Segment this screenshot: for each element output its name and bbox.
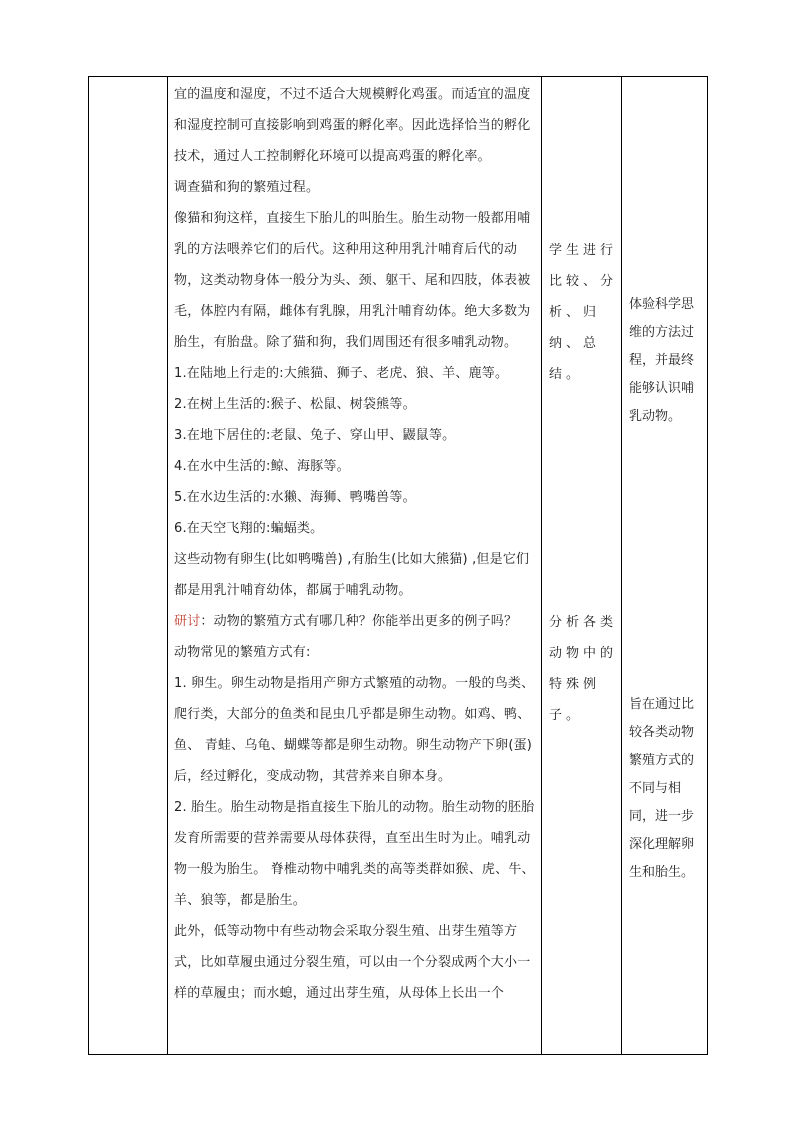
- content-paragraph: 3.在地下居住的:老鼠、兔子、穿山甲、鼹鼠等。: [174, 428, 456, 443]
- lesson-plan-table: [88, 76, 708, 1055]
- content-paragraph: 这些动物有卵生(比如鸭嘴兽) ,有胎生(比如大熊猫) ,但是它们都是用乳汁哺育幼体，都属于哺乳动物。: [174, 552, 530, 598]
- discussion-label: 研讨: [174, 614, 201, 629]
- content-paragraph: 动物常见的繁殖方式有:: [174, 645, 311, 660]
- content-paragraph: 宜的温度和湿度，不过不适合大规模孵化鸡蛋。而适宜的温度和湿度控制可直接影响到鸡蛋的孵化率。因此选择恰当的孵化技术，通过人工控制孵化环境可以提高鸡蛋的孵化率。: [174, 87, 531, 164]
- content-paragraph: 2. 胎生。胎生动物是指直接生下胎儿的动物。胎生动物的胚胎发育所需要的营养需要从母体获得，直至出生时为止。哺乳动物一般为胎生。 脊椎动物中哺乳类的高等类群如猴、虎、牛、羊、狼等，都是胎生。: [174, 800, 535, 908]
- student-activity-text: 学生进行比较、分析、归纳、总结。: [549, 243, 618, 382]
- content-paragraph: 调查猫和狗的繁殖过程。: [174, 180, 320, 195]
- student-activity-cell: [542, 77, 622, 1055]
- design-intent-text: 体验科学思维的方法过程，并最终能够认识哺乳动物。: [629, 297, 695, 424]
- discussion-text: ：动物的繁殖方式有哪几种？你能举出更多的例子吗？: [200, 614, 518, 629]
- content-paragraph: 5.在水边生活的:水獭、海狮、鸭嘴兽等。: [174, 490, 416, 505]
- discussion-paragraph: [168, 606, 541, 637]
- content-paragraph: 2.在树上生活的:猴子、松鼠、树袋熊等。: [174, 397, 416, 412]
- content-paragraph: 6.在天空飞翔的:蝙蝠类。: [174, 521, 324, 536]
- teaching-content: [168, 79, 541, 1009]
- design-intent-cell: [622, 77, 708, 1055]
- content-paragraph: 此外，低等动物中有些动物会采取分裂生殖、出芽生殖等方式，比如草履虫通过分裂生殖，可以由一个分裂成两个大小一样的草履虫；而水螅，通过出芽生殖，从母体上长出一个: [174, 924, 531, 1001]
- content-paragraph: 像猫和狗这样，直接生下胎儿的叫胎生。胎生动物一般都用哺乳的方法喂养它们的后代。这种用这种用乳汁哺育后代的动物，这类动物身体一般分为头、颈、躯干、尾和四肢，体表被毛，体腔内有隔，雌体有乳腺，用乳汁哺育幼体。绝大多数为胎生，有胎盘。除了猫和狗，我们周围还有很多哺乳动物。: [174, 211, 531, 350]
- table-row: [89, 77, 708, 1055]
- stage-column-cell: [89, 77, 168, 1055]
- content-paragraph: 1.在陆地上行走的:大熊猫、狮子、老虎、狼、羊、鹿等。: [174, 366, 509, 381]
- teaching-content-cell: [168, 77, 542, 1055]
- content-paragraph: 1. 卵生。卵生动物是指用产卵方式繁殖的动物。一般的鸟类、爬行类，大部分的鱼类和昆虫几乎都是卵生动物。如鸡、鸭、鱼、 青蛙、乌龟、蝴蝶等都是卵生动物。卵生动物产下卵(蛋)后，经过孵化，变成动物，其营养来自卵本身。: [174, 676, 535, 784]
- design-intent-text: 旨在通过比较各类动物繁殖方式的不同与相同，进一步深化理解卵生和胎生。: [629, 697, 695, 880]
- student-activity-text: 分析各类动物中的特殊例子。: [549, 615, 618, 723]
- content-paragraph: 4.在水中生活的:鲸、海豚等。: [174, 459, 350, 474]
